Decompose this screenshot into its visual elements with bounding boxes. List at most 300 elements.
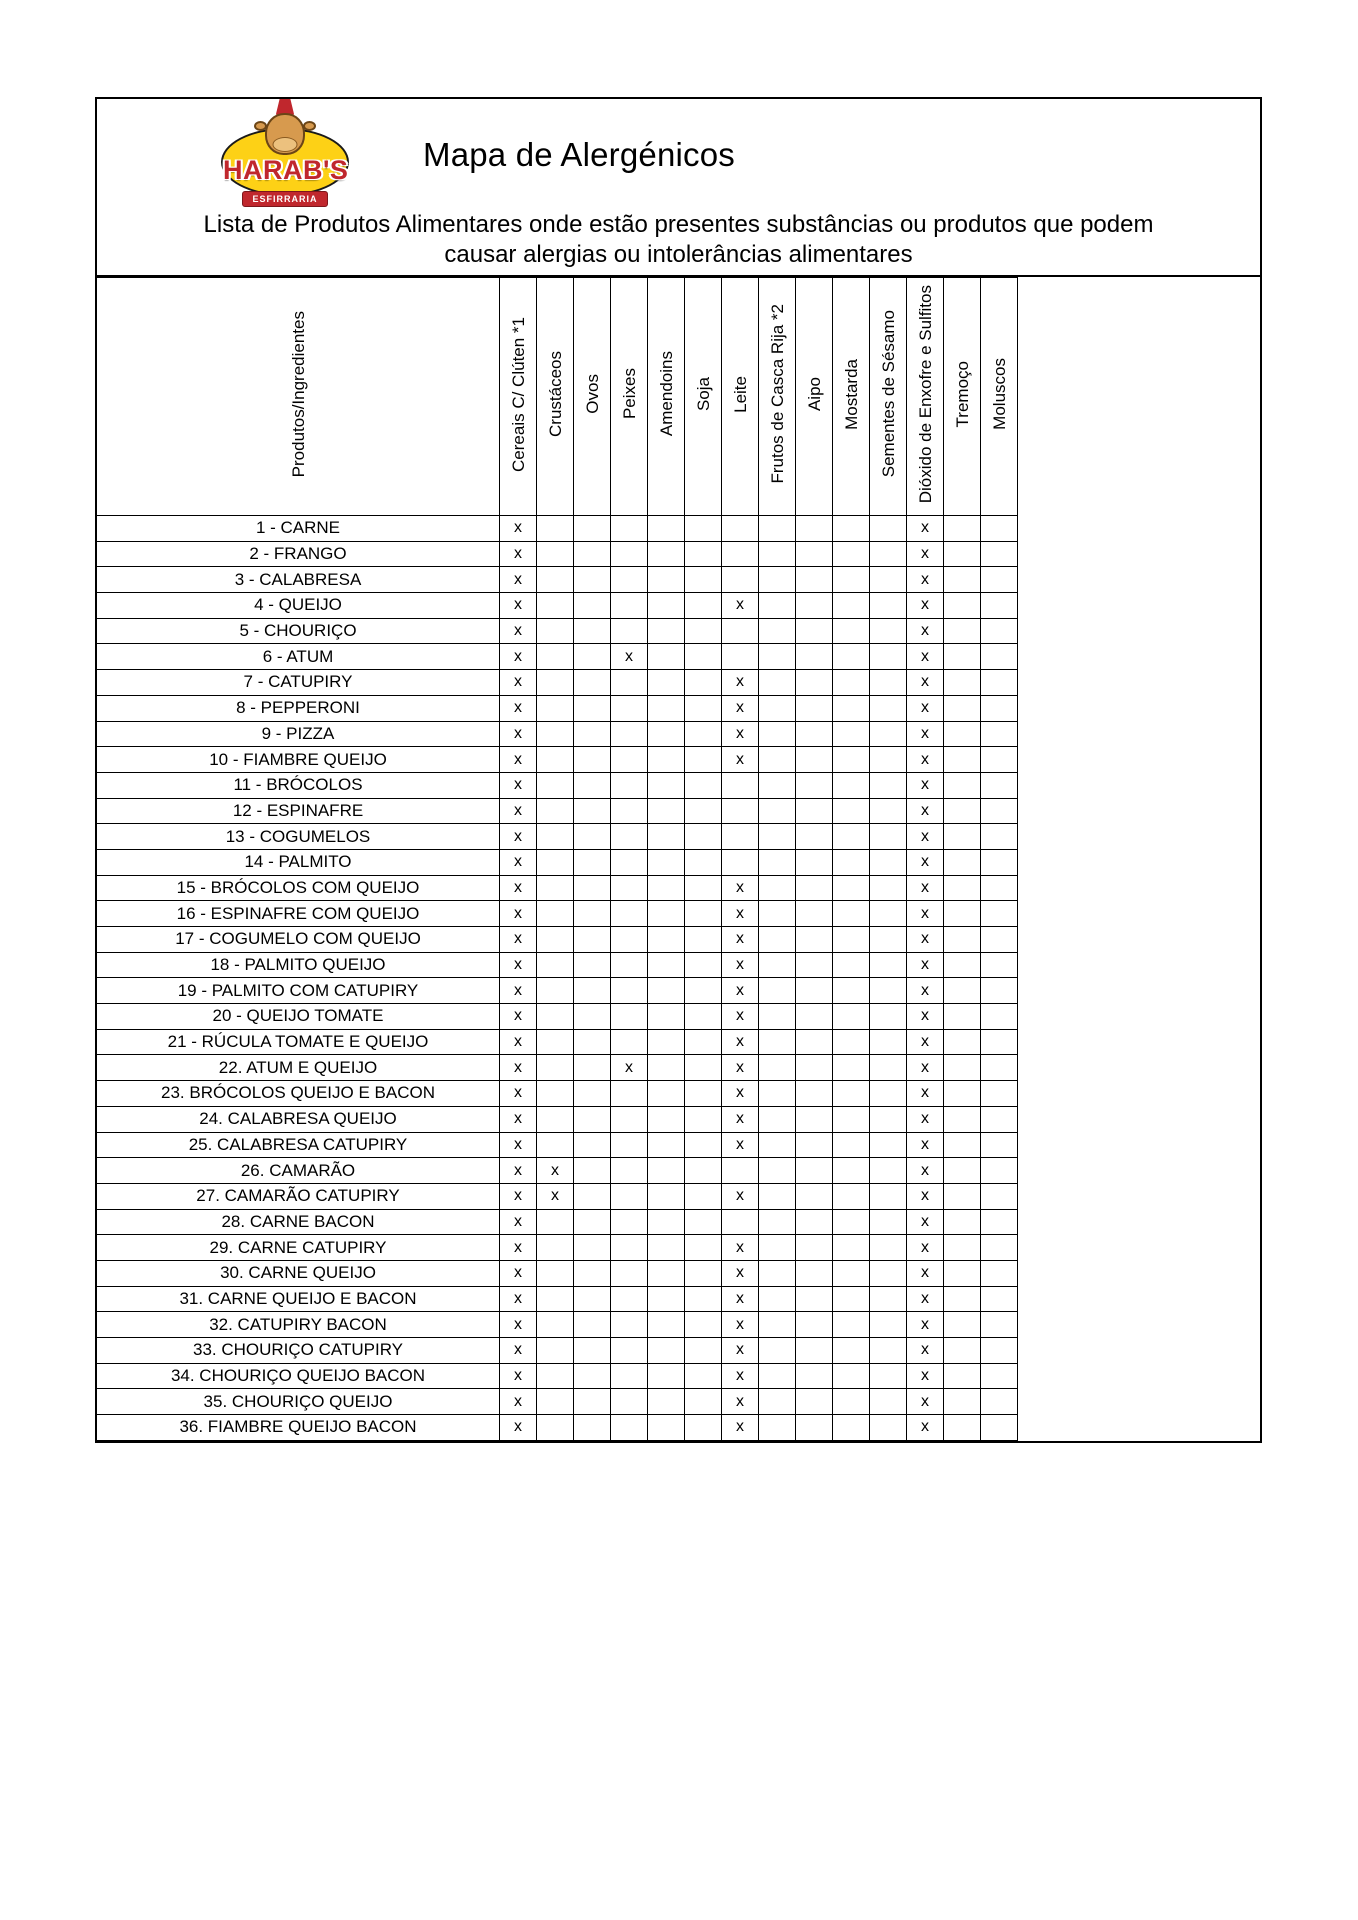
allergen-mark: x [500,772,537,798]
allergen-cell-empty [685,567,722,593]
allergen-cell-empty [796,1312,833,1338]
product-name: 22. ATUM E QUEIJO [97,1055,500,1081]
allergen-cell-empty [648,772,685,798]
product-row [97,747,1018,773]
allergen-column-label: Aipo [804,376,824,412]
allergen-cell-empty [648,1183,685,1209]
allergen-column-header [944,278,981,516]
allergen-cell-empty [833,567,870,593]
allergen-mark: x [722,1338,759,1364]
allergen-cell-empty [870,1415,907,1441]
allergen-cell-empty [759,1209,796,1235]
document-subtitle: Lista de Produtos Alimentares onde estão presentes substâncias ou produtos que podem causar alergias ou intolerâncias alimentares [97,211,1260,277]
allergen-cell-empty [759,1363,796,1389]
allergen-mark: x [500,1260,537,1286]
allergen-cell-empty [648,901,685,927]
allergen-cell-empty [833,978,870,1004]
allergen-cell-empty [574,798,611,824]
allergen-cell-empty [611,1106,648,1132]
product-row [97,695,1018,721]
allergen-cell-empty [537,927,574,953]
allergen-mark: x [907,670,944,696]
allergen-cell-empty [833,1235,870,1261]
allergen-cell-empty [722,1158,759,1184]
allergen-mark: x [722,1106,759,1132]
allergen-cell-empty [944,875,981,901]
product-name: 11 - BRÓCOLOS [97,772,500,798]
allergen-mark: x [537,1158,574,1184]
product-name: 9 - PIZZA [97,721,500,747]
allergen-mark: x [722,1415,759,1441]
allergen-cell-empty [870,772,907,798]
allergen-cell-empty [611,901,648,927]
allergen-cell-empty [574,567,611,593]
allergen-cell-empty [796,1029,833,1055]
allergen-cell-empty [611,849,648,875]
allergen-cell-empty [796,1235,833,1261]
allergen-cell-empty [685,1363,722,1389]
allergen-mark: x [722,1363,759,1389]
allergen-cell-empty [870,1260,907,1286]
allergen-cell-empty [537,1286,574,1312]
allergen-cell-empty [944,747,981,773]
allergen-cell-empty [870,927,907,953]
allergen-cell-empty [796,567,833,593]
allergen-cell-empty [759,1004,796,1030]
product-row [97,593,1018,619]
allergen-cell-empty [648,1363,685,1389]
allergen-mark: x [500,695,537,721]
allergen-cell-empty [833,952,870,978]
allergen-cell-empty [833,747,870,773]
allergen-mark: x [907,1106,944,1132]
allergen-cell-empty [944,1389,981,1415]
product-name: 3 - CALABRESA [97,567,500,593]
allergen-cell-empty [537,670,574,696]
allergen-cell-empty [648,1158,685,1184]
allergen-mark: x [500,670,537,696]
products-column-header [97,278,500,516]
allergen-mark: x [611,644,648,670]
allergen-cell-empty [648,670,685,696]
allergen-cell-empty [537,1106,574,1132]
allergen-column-header [500,278,537,516]
allergen-cell-empty [648,1106,685,1132]
allergen-cell-empty [796,1338,833,1364]
allergen-cell-empty [611,875,648,901]
allergen-mark: x [907,1312,944,1338]
allergen-cell-empty [537,1004,574,1030]
allergen-cell-empty [648,618,685,644]
allergen-cell-empty [981,721,1018,747]
allergen-cell-empty [870,849,907,875]
allergen-column-header [907,278,944,516]
allergen-mark: x [907,978,944,1004]
product-row [97,644,1018,670]
allergen-cell-empty [574,1132,611,1158]
allergen-cell-empty [685,798,722,824]
allergen-cell-empty [759,1260,796,1286]
allergen-cell-empty [944,1158,981,1184]
product-name: 15 - BRÓCOLOS COM QUEIJO [97,875,500,901]
allergen-cell-empty [796,747,833,773]
allergen-cell-empty [981,927,1018,953]
product-row [97,567,1018,593]
allergen-cell-empty [944,1286,981,1312]
allergen-cell-empty [833,695,870,721]
allergen-cell-empty [759,952,796,978]
allergen-cell-empty [648,567,685,593]
allergen-cell-empty [944,798,981,824]
allergen-cell-empty [574,824,611,850]
product-row [97,618,1018,644]
allergen-cell-empty [870,1363,907,1389]
allergen-column-header [648,278,685,516]
allergen-cell-empty [759,901,796,927]
allergen-cell-empty [944,516,981,542]
allergen-cell-empty [833,670,870,696]
product-name: 33. CHOURIÇO CATUPIRY [97,1338,500,1364]
allergen-cell-empty [981,1338,1018,1364]
allergen-mark: x [500,1312,537,1338]
allergen-mark: x [722,1081,759,1107]
allergen-cell-empty [685,952,722,978]
allergen-cell-empty [685,1286,722,1312]
allergen-cell-empty [759,593,796,619]
camel-ear-icon [303,121,316,131]
allergen-cell-empty [685,824,722,850]
allergen-map-document [95,97,1262,1443]
allergen-cell-empty [611,1312,648,1338]
allergen-cell-empty [759,927,796,953]
allergen-cell-empty [759,772,796,798]
allergen-cell-empty [611,824,648,850]
allergen-cell-empty [833,1312,870,1338]
allergen-cell-empty [685,978,722,1004]
allergen-cell-empty [611,670,648,696]
allergen-cell-empty [611,927,648,953]
allergen-cell-empty [685,644,722,670]
camel-mascot-icon [262,104,308,158]
allergen-table [96,277,1018,1441]
allergen-cell-empty [685,1209,722,1235]
allergen-column-label: Moluscos [989,358,1009,430]
camel-head-icon [265,113,305,155]
allergen-column-label: Cereais C/ Clúten *1 [508,316,528,472]
allergen-cell-empty [944,721,981,747]
allergen-cell-empty [611,1029,648,1055]
allergen-cell-empty [796,721,833,747]
allergen-cell-empty [796,1260,833,1286]
allergen-cell-empty [537,978,574,1004]
allergen-cell-empty [759,1081,796,1107]
allergen-cell-empty [722,644,759,670]
allergen-cell-empty [574,978,611,1004]
allergen-cell-empty [574,1235,611,1261]
allergen-cell-empty [759,1158,796,1184]
allergen-mark: x [907,849,944,875]
allergen-column-header [611,278,648,516]
allergen-cell-empty [537,516,574,542]
allergen-cell-empty [870,618,907,644]
allergen-cell-empty [574,541,611,567]
allergen-cell-empty [833,516,870,542]
allergen-cell-empty [981,593,1018,619]
allergen-mark: x [500,1106,537,1132]
allergen-cell-empty [537,541,574,567]
allergen-cell-empty [759,567,796,593]
product-row [97,1363,1018,1389]
allergen-mark: x [500,618,537,644]
allergen-mark: x [500,1389,537,1415]
product-name: 26. CAMARÃO [97,1158,500,1184]
allergen-cell-empty [870,1055,907,1081]
allergen-cell-empty [759,1055,796,1081]
allergen-cell-empty [648,721,685,747]
allergen-cell-empty [796,1183,833,1209]
allergen-cell-empty [611,1363,648,1389]
allergen-cell-empty [981,901,1018,927]
allergen-cell-empty [611,1235,648,1261]
product-name: 16 - ESPINAFRE COM QUEIJO [97,901,500,927]
allergen-mark: x [500,849,537,875]
product-row [97,798,1018,824]
allergen-cell-empty [574,1029,611,1055]
allergen-column-header [722,278,759,516]
allergen-cell-empty [574,1389,611,1415]
allergen-column-label: Tremoço [952,360,972,428]
allergen-cell-empty [648,798,685,824]
allergen-cell-empty [537,1260,574,1286]
allergen-cell-empty [611,516,648,542]
allergen-cell-empty [611,1338,648,1364]
allergen-cell-empty [870,1158,907,1184]
allergen-cell-empty [870,1106,907,1132]
allergen-mark: x [537,1183,574,1209]
allergen-cell-empty [685,593,722,619]
product-name: 21 - RÚCULA TOMATE E QUEIJO [97,1029,500,1055]
allergen-mark: x [907,901,944,927]
allergen-mark: x [500,644,537,670]
allergen-cell-empty [685,1029,722,1055]
allergen-cell-empty [537,644,574,670]
allergen-cell-empty [759,824,796,850]
products-column-label: Produtos/Ingredientes [288,310,308,478]
allergen-cell-empty [944,1312,981,1338]
allergen-mark: x [722,1132,759,1158]
product-row [97,1055,1018,1081]
allergen-cell-empty [611,567,648,593]
allergen-cell-empty [574,593,611,619]
allergen-cell-empty [833,772,870,798]
allergen-cell-empty [944,1235,981,1261]
allergen-mark: x [722,1260,759,1286]
product-row [97,1029,1018,1055]
logo-brand-name: HARAB'S [223,154,349,185]
allergen-cell-empty [648,747,685,773]
product-row [97,1106,1018,1132]
allergen-mark: x [907,1286,944,1312]
product-row [97,1081,1018,1107]
allergen-cell-empty [759,670,796,696]
allergen-cell-empty [870,978,907,1004]
allergen-mark: x [907,1363,944,1389]
allergen-mark: x [722,1389,759,1415]
allergen-mark: x [500,798,537,824]
allergen-mark: x [500,927,537,953]
harabs-logo [219,104,351,207]
allergen-cell-empty [537,1029,574,1055]
allergen-cell-empty [759,798,796,824]
allergen-cell-empty [574,901,611,927]
allergen-cell-empty [537,593,574,619]
allergen-mark: x [907,875,944,901]
product-row [97,952,1018,978]
allergen-cell-empty [833,1158,870,1184]
allergen-cell-empty [722,1209,759,1235]
allergen-mark: x [907,567,944,593]
allergen-mark: x [907,1260,944,1286]
product-row [97,875,1018,901]
allergen-column-header [981,278,1018,516]
product-name: 35. CHOURIÇO QUEIJO [97,1389,500,1415]
allergen-cell-empty [685,875,722,901]
allergen-cell-empty [648,1260,685,1286]
page-title: Mapa de Alergénicos [423,136,735,173]
allergen-cell-empty [611,1183,648,1209]
product-row [97,721,1018,747]
allergen-mark: x [500,567,537,593]
allergen-cell-empty [648,541,685,567]
allergen-cell-empty [574,1415,611,1441]
product-row [97,772,1018,798]
allergen-cell-empty [981,1183,1018,1209]
allergen-cell-empty [537,1363,574,1389]
allergen-mark: x [722,901,759,927]
product-name: 8 - PEPPERONI [97,695,500,721]
allergen-cell-empty [981,1029,1018,1055]
allergen-cell-empty [759,721,796,747]
allergen-cell-empty [611,747,648,773]
allergen-cell-empty [870,1029,907,1055]
allergen-cell-empty [759,1132,796,1158]
allergen-mark: x [722,1004,759,1030]
allergen-mark: x [907,927,944,953]
allergen-cell-empty [833,1363,870,1389]
allergen-cell-empty [944,1363,981,1389]
allergen-cell-empty [722,567,759,593]
allergen-cell-empty [685,1415,722,1441]
product-row [97,1158,1018,1184]
allergen-mark: x [500,1081,537,1107]
allergen-mark: x [907,516,944,542]
allergen-cell-empty [796,1363,833,1389]
allergen-column-header [870,278,907,516]
allergen-cell-empty [611,798,648,824]
allergen-cell-empty [944,1415,981,1441]
allergen-mark: x [907,1235,944,1261]
allergen-cell-empty [981,1081,1018,1107]
allergen-cell-empty [944,1106,981,1132]
product-row [97,901,1018,927]
product-row [97,1132,1018,1158]
allergen-cell-empty [685,618,722,644]
allergen-mark: x [500,1004,537,1030]
allergen-cell-empty [981,644,1018,670]
allergen-cell-empty [870,1209,907,1235]
allergen-mark: x [722,952,759,978]
allergen-cell-empty [796,901,833,927]
allergen-cell-empty [648,824,685,850]
allergen-cell-empty [944,1081,981,1107]
allergen-cell-empty [833,1106,870,1132]
allergen-cell-empty [833,1209,870,1235]
allergen-cell-empty [981,1158,1018,1184]
allergen-cell-empty [611,1004,648,1030]
allergen-cell-empty [648,1389,685,1415]
allergen-cell-empty [796,1286,833,1312]
allergen-cell-empty [648,1338,685,1364]
allergen-cell-empty [537,1209,574,1235]
allergen-cell-empty [870,1389,907,1415]
product-name: 31. CARNE QUEIJO E BACON [97,1286,500,1312]
allergen-cell-empty [870,1183,907,1209]
allergen-cell-empty [796,952,833,978]
allergen-cell-empty [648,1004,685,1030]
allergen-mark: x [500,1415,537,1441]
allergen-cell-empty [796,1106,833,1132]
allergen-cell-empty [833,541,870,567]
allergen-cell-empty [759,541,796,567]
allergen-cell-empty [685,721,722,747]
allergen-cell-empty [833,721,870,747]
allergen-mark: x [907,1158,944,1184]
allergen-cell-empty [833,1260,870,1286]
allergen-cell-empty [981,618,1018,644]
allergen-cell-empty [759,978,796,1004]
allergen-cell-empty [574,1363,611,1389]
allergen-mark: x [907,824,944,850]
product-name: 25. CALABRESA CATUPIRY [97,1132,500,1158]
allergen-cell-empty [796,1004,833,1030]
product-name: 18 - PALMITO QUEIJO [97,952,500,978]
allergen-cell-empty [611,978,648,1004]
table-header-row [97,278,1018,516]
allergen-cell-empty [796,798,833,824]
allergen-cell-empty [611,1286,648,1312]
allergen-cell-empty [648,1132,685,1158]
allergen-cell-empty [537,1132,574,1158]
allergen-cell-empty [981,1004,1018,1030]
allergen-cell-empty [944,978,981,1004]
allergen-cell-empty [981,1235,1018,1261]
allergen-column-label: Peixes [619,368,639,420]
allergen-cell-empty [796,593,833,619]
allergen-cell-empty [870,695,907,721]
allergen-column-label: Crustáceos [545,351,565,437]
allergen-cell-empty [981,1260,1018,1286]
allergen-column-header [685,278,722,516]
allergen-cell-empty [722,618,759,644]
allergen-cell-empty [574,1312,611,1338]
allergen-mark: x [611,1055,648,1081]
allergen-cell-empty [537,695,574,721]
allergen-cell-empty [759,618,796,644]
allergen-cell-empty [759,1389,796,1415]
allergen-cell-empty [944,670,981,696]
product-row [97,849,1018,875]
allergen-cell-empty [759,1235,796,1261]
